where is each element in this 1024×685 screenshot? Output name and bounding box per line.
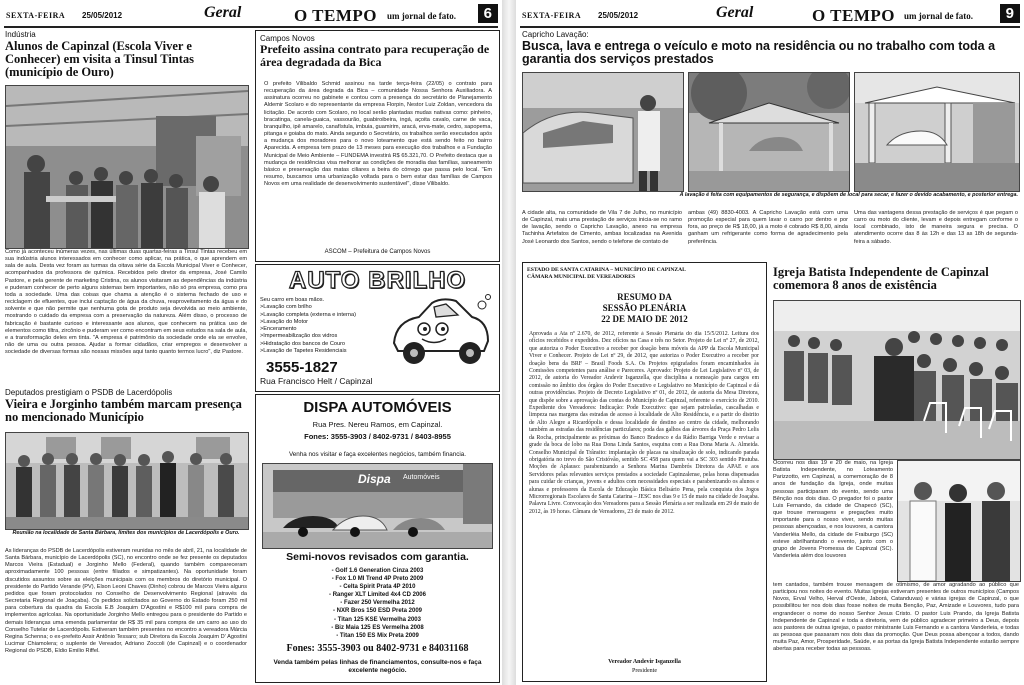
ad-address: Rua Pres. Nereu Ramos, em Capinzal. [312,420,443,429]
left-page [0,0,502,685]
org-line: CÂMARA MUNICIPAL DE VEREADORES [527,274,636,280]
article-headline: Alunos de Capinzal (Escola Viver e Conhecer) em visita a Tinsul Tintas (município de Ouro) [5,39,195,80]
ad-title: DISPA AUTOMÓVEIS [303,399,452,416]
page-header-right [520,4,1020,28]
car-list-item: - Biz Maia 125 ES Vermelha 2008 [331,624,424,631]
page-header-left [4,4,498,28]
signer-role: Presidente [632,668,657,674]
slogan: um jornal de fato. [387,11,456,21]
ad-service-line: >Enceramento [260,326,297,333]
ad-service-line: >Hidratação dos bancos de Couro [260,340,346,347]
dispa-ad [255,394,500,683]
right-page [516,0,1024,685]
car-list-item: - Titan 125 KSE Vermelha 2003 [334,616,421,623]
section-name: Geral [716,4,754,21]
car-list [256,567,499,640]
ad-services [260,297,390,355]
ad-phones: Fones: 3555-3903 / 8402-9731 / 8403-8955 [304,432,451,441]
page-gutter [502,0,516,685]
car-list-item: - Titan 150 ES Mix Preta 2009 [336,632,419,639]
meeting-photo [5,432,249,530]
article-body-col3: Uma das vantagens dessa prestação de serviços é que pegam o carro ou moto do cliente, levam e depois entregam conforme o local combinado, isto de maneira segura e precisa. O atendimento ocorre das 8 às 12h e das 13 as 18h de segunda-feira a sábado. [854,210,1018,245]
article-body: Como já aconteceu inúmeras vezes, nas últimas duas quartas-feiras a Tinsul Tintas recebeu em sua indústria alunos interessados em conhecer como aplicar, na prática, o que aprendem em sala de aula. Desta vez foram as turmas da oitava série da Escola Municipal Viver e Conhecer, acompanhados da professora de química. Recebidos pelo diretor da empresa, José Camilo Pastore, e pela gerente de marketing Cristina, os alunos visitaram as dependências da indústria e puderam conhecer de perto alguns sistemas bem importantes, não só pra empresa, como pra toda a sociedade. Uma das coisas que chama a atenção é o sistema fechado de uso e reciclagem de efluentes, que inclui captação de água da chuva, reaproveitamento da água e do solvente e que não permite que nenhuma gota de produto seja devolvida ao meio ambiente, mostrando o cuidado da empresa com a preservação da natureza. Além disso, o processo de fabricação é bastante curioso e interessante aos alunos, que conhecem na prática uso de elementos como tiltra, zircônio e puderam ver como encontram em seus estudos na sala de aula, e a transformação deles em tinta. "A empresa é patrimônio da sociedade onde ela se envolve, não de uma ou outra pessoa. Ajudar a formar cidadãos, criar empregos e desenvolver a sociedade de diversas formas são nossas missões aqui tanto quanto termos lucro", diz Pastore. [5,249,247,356]
article-body: O prefeito Vilibaldo Schmid assinou na tarde terça-feira (22/05) o contrato para recuperação da área degrada da Bica – comunidade Nossa Senhora Auxiliadora. A assinatura ocorreu no gabinete e contou com a presença do secretário de Planejamento Aldemir Scolaro e do representante da empresa Florpin, Nestor Luiz Zoldan, vencedora da licitação. De acordo com Scolaro, no local serão plantadas mudas nativas como: pinheiro, bracatinga, canela-guaica, vassourão, guabiroibeira, ingá, açoita cavalo, carne de vaca, branquilho, ipê amarelo, canafístula, imbuia, guamirim, aracá, erva-mate, cedro, sapopema, pitanga e goiaba do mato. Ainda segundo o Secretário, os trabalhos serão executados após a mudança dos moradores para o novo loteamento que está sendo feito no bairro Aparecida. A empresa tem prazo de 13 meses para execução dos trabalhos e a Fundação Municipal de Meio Ambiente – FUNDEMA investirá R$ 65.321,70. O Prefeito destaca que a mudança de residências visa melhorar as condições de moradia das famílias, saneamento básico e preservação das matas ciliares a beira do córrego que passa pelo local. "Em resumo, buscamos uma urbanização voltada para o bem estar das famílias de Campos Novos em uma realidade de desenvolvimento sustentável", disse Vilibaldo. [264,81,492,188]
car-wash-photo [522,72,684,192]
factory-visit-photo [5,85,249,249]
pastors-photo [897,460,1021,582]
article-body-col2: ambas (49) 8830-4003. A Capricho Lavação está com uma promoção especial para quem lavar o carro por dentro e por fora, ao preço de R$ 18,00, já a moto é cobrado R$ 8,00, ainda ganham um refrigerante como forma de agradecimento pela preferência. [688,210,848,245]
dealership-sign-sub: Automóveis [403,474,440,481]
photo-caption: Reunião na localidade de Santa Bárbara, limites dos municípios de Lacerdópolis e Ouro. [12,530,240,536]
org-line: ESTADO DE SANTA CATARINA – MUNICÍPIO DE CAPINZAL [527,267,686,273]
article-kicker: Deputados prestigiam o PSDB de Lacerdópolis [5,388,173,397]
session-title [523,292,766,324]
car-list-item: - Celta Spirit Prata 4P 2010 [339,584,416,591]
ad-invite: Venha nos visitar e faça excelentes negócios, também financia. [288,451,467,458]
article-signature: ASCOM – Prefeitura de Campos Novos [324,249,431,255]
article-body: As lideranças do PSDB de Lacerdópolis estiveram reunidas no mês de abril, 21, na localidade de Santa Bárbara, município de Lacerdópolis (SC), no encontro onde se fez presente os deputados Marcos Vieira (Estadual) e Jorginho Mello (Federal), quando também compareceram aproximadamente 100 pessoas (entre filiados e simpatizantes). Na oportunidade foram discutidos assuntos sobre as eleições municipais com os membros do diretório municipal. O presidente do Partido Verande (PV), Elson Leoni Chaves (Dinho) cobrou de Marcos Vieira alguns pedidos que foram protocolados no Conselho de Desenvolvimento Regional (através da Secretaria Regional de Joaçaba). Os pedidos solicitados ao Governo do Estado foram 250 mil para cobertura da quadra da Escola E.B Joaquim D'Agostini e R$100 mil para compra de implementos agrícolas. Na oportunidade Jorginho Mello entregou para o presidente do Partido e demais lideranças uma emenda parlamentar de R$ 35 mil para compra de um carro ao uso do Conselho Tutelar de Lacerdópolis. Estiveram também presentes no encontro a vereadora Márcia Regina Schenna; o ex-prefeito Assir Antônio Tessaro; sub Diretora da Escola Joaquim D' Agostini Lucimar Chiamolera; o suplente de Vereador, Adriano Zoccoli (de Capinzal) e o coordenador Regional do PSDB, Eldio Emilio Riffel. [5,548,247,655]
page-number: 9 [1000,4,1020,23]
session-title-line: 22 DE MAIO DE 2012 [601,313,688,324]
article-headline: Prefeito assina contrato para recuperação de área degradada da Bica [260,42,490,69]
car-list-item: - NXR Bros 150 ESD Preta 2009 [332,608,423,615]
campos-novos-box [255,30,500,262]
slogan: um jornal de fato. [904,11,973,21]
session-title-line: SESSÃO PLENÁRIA [602,302,687,313]
page-number: 6 [478,4,498,23]
carport-photo [688,72,850,192]
ad-service-line: >Lavação com brilho [260,304,312,311]
cartoon-car-icon [384,291,494,371]
ad-service-line: >Lavação do Motor [260,318,309,325]
car-list-item: - Golf 1.6 Generation Cinza 2003 [331,568,424,574]
ad-footer: Venda também pelas linhas de financiamentos, consulte-nos e faça excelente negócio. [273,659,482,675]
article-headline: Igreja Batista Independente de Capinzal comemora 8 anos de existência [773,265,989,293]
camara-box [522,262,767,682]
article-kicker: Indústria [5,30,36,39]
article-body-col1: A cidade alta, na comunidade de Vila 7 de Julho, no município de Capinzal, mais uma prestação de serviços inicia-se no ramo de lavação, sendo o Capricho Lavação, anexo na empresa Tachinha Artefatos de Cimento, ambas localizadas na Avenida José Leonardo dos Santos, sendo o telefone de contato de [522,210,682,245]
ad-service-line: >Impermeabilização dos vidros [260,333,338,340]
article-kicker: Campos Novos [260,34,315,43]
header-date: 25/05/2012 [82,11,123,20]
header-day: SEXTA-FEIRA [6,11,66,20]
session-summary: Aprovada a Ata nº 2.670, de 2012, referente à Sessão Plenária do dia 15/5/2012. Leitura dos ofícios recebidos e expedidos. Dez ofícios na Casa e três no Setor. Projeto de Lei nº 27, de 2012, que autoriza o Poder Executivo a receber por doação bens móveis da APP da Escola Municipal Viver e Conhecer. Projeto de Lei nº 29, de 2012, que autoriza o Poder Executivo a receber por doação bens da BRF – Brasil Foods S.A. Os Projetos epigrafados foram encaminhados às Comissões competentes para análise e Pareceres. Aprovado: Projeto de Lei Legislativo nº 03, de 2012, de autoria do Vereador Andevir Isganzella, que disciplina a nomeação para cargos em comissão no âmbito dos órgãos do Poder Executivo e Legislativo no Município de Capinzal e dá outras providências. Projeto de Decreto Legislativo nº 01, de 2012, de autoria da Mesa Diretora, que dispõe sobre a aprovação das contas do Município de Capinzal, referente o exercício de 2010. Expediente dos Vereadores: Indicação: Pode Executivo: que sejam patroladas, cascalhadas e limpeza nas margens das estradas de acesso à localidade de Alto Residência, e a partir do distrito de Alto Alegre a Ricardópolis e dessa localidade de destino ao centro da cidade, melhorando também as estradas das residências particulares; poda das galhos das árvores da Praça Pedro Lelis da Rocha, principalmente as próximas do Banco Bradesco e da Rádio Barriga Verde e revisar a grade da boca de lobo na Rua Dona Linda Santos, esquina com a Rua Dona Maria A. Almeida. Conselho Municipal de Trânsito: implantação de placas na sinalização de solo, indicando parada obrigatória no trevo do São Cristóvão, sentido SC 458 para quem vai a SC 303 sentido Piratuba. Moções de Aplauso: parabenizando a Senhora Marina Dambrós Diretora da APAE e aos Servidores pelas relevantes serviços prestados a sociedade Capinzalense, pelas horas dispensadas para cuidar de crianças, jovens e adultos com necessidades especiais e parabenizando os alunos e alunas e professores da Escola de Educação Básica Belisário Pena, pela conquista dos Jogos Microrregionais Escolares de Santa Catarina – JESC nos dias 9 e 15 de maio na cidade de Joaçaba. Palavra Livre. Convocação dos Vereadores para a Sessão Plenária a ser realizada em 29 de maio de 2012, às 19 horas. Câmara de Vereadores, 23 de maio de 2012. [529,331,759,515]
garage-photo [854,72,1020,192]
section-name: Geral [204,4,242,21]
session-title-line: RESUMO DA [617,292,672,302]
ad-title: AUTO BRILHO [288,267,467,294]
photo-caption: A lavação é feita com equipamentos de segurança, e dispõem de local para secar, e fazer o devido acabamento, e posterior entrega. [679,192,1018,198]
article-body: tem cantados, também trouxe mensagem de otimismo, de amor agradando ao público que participou nos noites do evento. Muitas igrejas estiveram presentes de outros municípios (Campos Novos, Erval Velho, Herval d'Oeste, Jaborá, Catanduvas) e várias igrejas de Capinzal, o que possibilitou ter nos dois dias fosse noites de muita Benção, Paz, Amizade e Louvores, tudo para engrandecer o nome do nosso Senhor Jesus Cristo. O pastor Luis Prando, da Igreja Batista Independente de Capinzal e toda a diretoria, vem de público agradecer primeiro a Deus, depois aos pastores de outras igrejas, o pastor ministrante Luis Fernando e a cantora Vanderleia, e todas as pessoas que passaram nos dois dias da promoção. Que Deus possa abençoar a todos, dando muita Paz, Amor, Prosperidade, Saúde, e as portas da Igreja Batista Independente estarão sempre abertas para receber todas as pessoas. [773,582,1019,653]
ad-address: Rua Francisco Helt / Capinzal [260,376,373,386]
ad-subtitle: Semi-novos revisados com garantia. [286,551,469,563]
article-headline: Busca, lava e entrega o veículo e moto na residência ou no trabalho com toda a garantia dos serviços prestados [522,39,996,67]
masthead: O TEMPO [294,6,377,25]
ad-service-line: >Lavação completa (externa e interna) [260,311,356,318]
church-congregation-photo [773,300,1021,460]
masthead: O TEMPO [812,6,895,25]
car-list-item: - Ranger XLT Limited 4x4 CD 2006 [329,592,426,599]
header-date: 25/05/2012 [598,11,639,20]
article-headline: Vieira e Jorginho também marcam presença no mencionado Município [5,397,242,425]
article-kicker: Capricho Lavação: [522,30,589,39]
article-body-short: Ocorreu nos dias 19 e 20 de maio, na Igreja Batista Independente, no Loteamento Parizzotto, em Capinzal, a comemoração de 8 anos de fundação da Igreja, onde muitas pessoas participaram do evento, sendo uma Bênção nos dois dias. O pregador foi o pastor Luis Fernando, da cidade de Chapecó (SC), que trouxe mensagens e pregações muito importante para o nosso viver, sendo muitas pessoas abençoadas, e nos louvores, a cantora Vanderléia Mello, da cidade de Fraiburgo (SC) esteve abrilhantando o evento, junto com o grupo de Jovens Promessa de Capinzal (SC). Vanderleia além dos louvores [773,460,893,560]
ad-service-line: >Lavação de Tapetes Residenciais [260,347,347,354]
auto-brilho-ad [255,264,500,392]
ad-service-line: Seu carro em boas mãos. [260,297,325,303]
ad-phone: 3555-1827 [266,359,338,376]
header-day: SEXTA-FEIRA [522,11,582,20]
dealership-sign: Dispa [358,472,391,486]
dealership-photo [262,463,493,549]
ad-phones-secondary: Fones: 3555-3903 ou 8402-9731 e 84031168 [286,643,469,654]
car-list-item: - Fazer 250 Vermelha 2012 [340,600,415,607]
car-list-item: - Fox 1.0 MI Trend 4P Preto 2009 [331,576,424,583]
signer-name: Vereador Andevir Isganzella [608,659,681,665]
